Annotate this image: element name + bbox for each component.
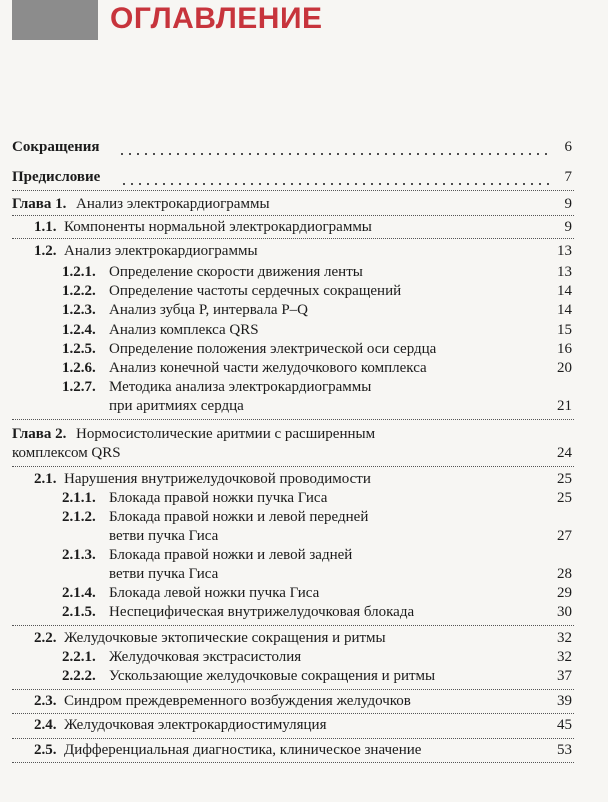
toc-page-number: 14 [557, 302, 572, 318]
toc-entry-title: Нарушения внутрижелудочковой проводимости [64, 471, 371, 487]
toc-entry-number: 2.2.1. [62, 649, 96, 665]
toc-entry-number: Глава 2. [12, 426, 67, 442]
toc-page-number: 14 [557, 283, 572, 299]
toc-entry-title: Методика анализа электрокардиограммы [109, 379, 372, 395]
toc-entry-title: Блокада левой ножки пучка Гиса [109, 585, 320, 601]
toc-entry-1-2-7-cont[interactable] [0, 396, 608, 418]
toc-entry-chapter-1[interactable] [0, 194, 608, 216]
toc-entry-title: Определение частоты сердечных сокращений [109, 283, 402, 299]
divider [12, 190, 574, 191]
toc-page-number: 39 [557, 693, 572, 709]
toc-page-number: 25 [557, 490, 572, 506]
toc-entry-title: Предисловие [12, 169, 101, 185]
divider [12, 713, 574, 714]
toc-page-number: 32 [557, 630, 572, 646]
divider [12, 738, 574, 739]
toc-entry-number: 2.1. [34, 471, 57, 487]
toc-page-number: 13 [557, 264, 572, 280]
toc-entry-2-3[interactable] [0, 691, 608, 713]
toc-entry-abbreviations[interactable] [0, 137, 608, 159]
toc-entry-title-cont: ветви пучка Гиса [109, 566, 219, 582]
divider [12, 238, 574, 239]
toc-page-number: 45 [557, 717, 572, 733]
toc-page-number: 7 [564, 169, 572, 185]
toc-entry-1-2[interactable] [0, 241, 608, 263]
toc-page-number: 9 [564, 219, 572, 235]
toc-entry-number: 2.1.5. [62, 604, 96, 620]
divider [12, 689, 574, 690]
toc-entry-number: 2.2. [34, 630, 57, 646]
toc-page-number: 53 [557, 742, 572, 758]
toc-entry-title: Желудочковые эктопические сокращения и ритмы [64, 630, 386, 646]
toc-entry-number: 1.2.3. [62, 302, 96, 318]
page-title: ОГЛАВЛЕНИЕ [110, 2, 323, 35]
toc-entry-number: 1.2.1. [62, 264, 96, 280]
toc-entry-title: Анализ комплекса QRS [109, 322, 259, 338]
toc-entry-number: 1.1. [34, 219, 57, 235]
toc-entry-number: 1.2.5. [62, 341, 96, 357]
toc-page-number: 32 [557, 649, 572, 665]
toc-entry-title: Неспецифическая внутрижелудочковая блокада [109, 604, 415, 620]
toc-entry-title: Ускользающие желудочковые сокращения и ритмы [109, 668, 436, 684]
toc-entry-chapter-2-cont[interactable] [0, 443, 608, 465]
toc-page-number: 27 [557, 528, 572, 544]
toc-entry-number: 1.2.4. [62, 322, 96, 338]
toc-entry-number: 1.2.2. [62, 283, 96, 299]
toc-entry-number: 2.2.2. [62, 668, 96, 684]
toc-entry-title: Анализ конечной части желудочкового комплекса [109, 360, 427, 376]
toc-entry-1-2-3[interactable] [0, 300, 608, 322]
toc-entry-title: Анализ электрокардиограммы [76, 196, 270, 212]
divider [12, 215, 574, 216]
toc-entry-number: 2.1.4. [62, 585, 96, 601]
toc-entry-title: Желудочковая электрокардиостимуляция [64, 717, 327, 733]
toc-page-number: 25 [557, 471, 572, 487]
toc-entry-number: 2.3. [34, 693, 57, 709]
toc-page-number: 28 [557, 566, 572, 582]
divider [12, 625, 574, 626]
toc-page-number: 6 [564, 139, 572, 155]
divider [12, 419, 574, 420]
toc-entry-title: Анализ электрокардиограммы [64, 243, 258, 259]
toc-entry-2-2-2[interactable] [0, 666, 608, 688]
toc-entry-title: Анализ зубца P, интервала P–Q [109, 302, 309, 318]
toc-page-number: 30 [557, 604, 572, 620]
toc-page-number: 24 [557, 445, 572, 461]
toc-entry-title: Блокада правой ножки и левой задней [109, 547, 353, 563]
divider [12, 762, 574, 763]
toc-entry-number: 2.1.2. [62, 509, 96, 525]
toc-entry-title: Компоненты нормальной электрокардиограммы [64, 219, 372, 235]
toc-entry-title: Желудочковая экстрасистолия [109, 649, 302, 665]
toc-entry-preface[interactable] [0, 167, 608, 189]
toc-entry-2-4[interactable] [0, 715, 608, 737]
toc-entry-number: 1.2.7. [62, 379, 96, 395]
toc-entry-title: Определение скорости движения ленты [109, 264, 363, 280]
toc-page-number: 9 [564, 196, 572, 212]
toc-entry-2-1-5[interactable] [0, 602, 608, 624]
toc-entry-number: 1.2.6. [62, 360, 96, 376]
toc-entry-number: 2.4. [34, 717, 57, 733]
divider [12, 466, 574, 467]
toc-page-number: 15 [557, 322, 572, 338]
toc-page-number: 37 [557, 668, 572, 684]
toc-page-number: 21 [557, 398, 572, 414]
toc-entry-title: Блокада правой ножки и левой передней [109, 509, 369, 525]
toc-entry-number: 2.1.3. [62, 547, 96, 563]
toc-entry-title-cont: при аритмиях сердца [109, 398, 244, 414]
toc-leader-dots [120, 183, 552, 185]
toc-entry-number: Глава 1. [12, 196, 67, 212]
toc-page-number: 20 [557, 360, 572, 376]
toc-entry-title: Блокада правой ножки пучка Гиса [109, 490, 328, 506]
toc-entry-title-cont: комплексом QRS [12, 445, 121, 461]
toc-entry-number: 2.5. [34, 742, 57, 758]
toc-entry-number: 2.1.1. [62, 490, 96, 506]
toc-page-number: 16 [557, 341, 572, 357]
toc-entry-1-1[interactable] [0, 217, 608, 239]
toc-entry-title-cont: ветви пучка Гиса [109, 528, 219, 544]
toc-entry-title: Определение положения электрической оси сердца [109, 341, 437, 357]
toc-entry-number: 1.2. [34, 243, 57, 259]
toc-entry-2-5[interactable] [0, 740, 608, 762]
toc-leader-dots [118, 153, 552, 155]
toc-entry-title: Синдром преждевременного возбуждения желудочков [64, 693, 411, 709]
toc-entry-title: Дифференциальная диагностика, клиническое значение [64, 742, 422, 758]
toc-entry-title: Сокращения [12, 139, 100, 155]
toc-page-number: 29 [557, 585, 572, 601]
toc-entry-title: Нормосистолические аритмии с расширенным [76, 426, 376, 442]
toc-page-number: 13 [557, 243, 572, 259]
